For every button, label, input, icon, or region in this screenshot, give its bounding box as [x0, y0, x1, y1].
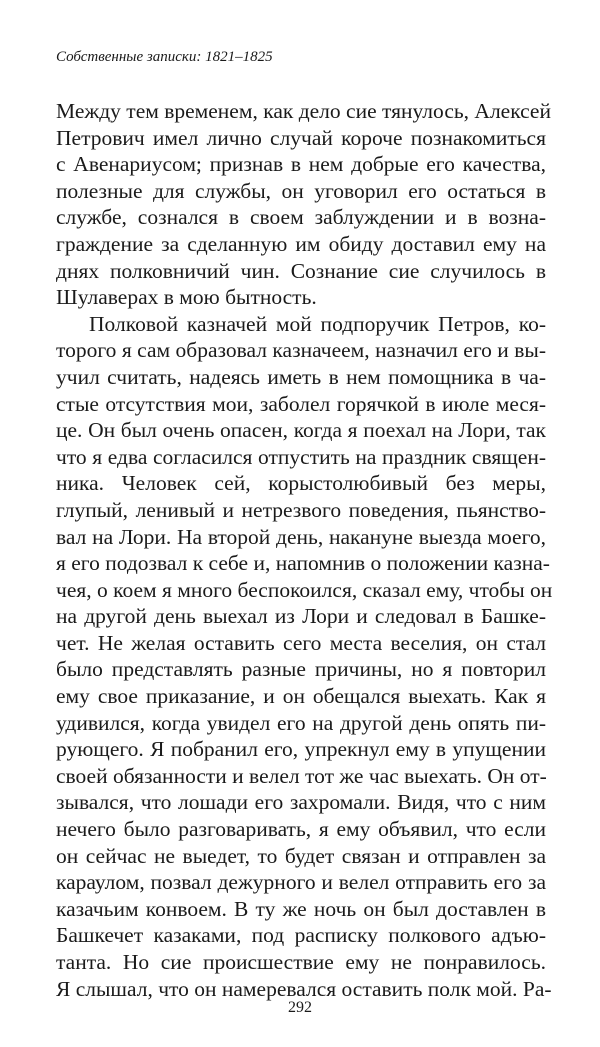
text-line: ему свое приказание, и он обещался выехать. Как я	[56, 684, 546, 709]
text-line: своей обязанности и велел тот же час выехать. Он от-	[56, 763, 547, 788]
text-line: Петрович имел лично случай короче познакомиться	[56, 125, 546, 150]
text-line: чея, о коем я много беспокоился, сказал ему, чтобы он	[56, 577, 553, 602]
text-line: глупый, ленивый и нетрезвого поведения, пьянство-	[56, 497, 546, 522]
text-line: Шулаверах в мою бытность.	[56, 285, 317, 310]
text-line: удивился, когда увидел его на другой день опять пи-	[56, 710, 546, 735]
text-line: вал на Лори. На второй день, накануне выезда моего,	[56, 524, 546, 549]
text-line: караулом, позвал дежурного и велел отправить его за	[56, 870, 546, 895]
text-line: днях полковничий чин. Сознание сие случилось в	[56, 258, 546, 283]
text-line: службе, сознался в своем заблуждении и в возна-	[56, 205, 546, 230]
text-line: це. Он был очень опасен, когда я поехал на Лори, так	[56, 418, 546, 443]
page-number: 292	[288, 999, 312, 1016]
text-line: с Авенариусом; признав в нем добрые его качества,	[56, 152, 546, 177]
text-line: на другой день выехал из Лори и следовал в Башке-	[56, 604, 546, 629]
text-line: он сейчас не выедет, то будет связан и отправлен за	[56, 843, 546, 868]
text-line: нечего было разговаривать, я ему объявил, что если	[56, 817, 546, 842]
body-text	[56, 98, 553, 1002]
text-line: было представлять разные причины, но я повторил	[56, 657, 546, 682]
text-line: зывался, что лошади его захромали. Видя, что с ним	[56, 790, 546, 815]
text-line: торого я сам образовал казначеем, назначил его и вы-	[56, 338, 546, 363]
text-line: полезные для службы, он уговорил его остаться в	[56, 178, 546, 203]
text-line: ника. Человек сей, корыстолюбивый без меры,	[56, 471, 546, 496]
text-line: казачьим конвоем. В ту же ночь он был доставлен в	[56, 896, 546, 921]
text-line: Между тем временем, как дело сие тянулось, Алексей	[56, 99, 551, 123]
text-line: танта. Но сие происшествие ему не понравилось.	[56, 950, 546, 974]
text-line: что я едва согласился отпустить на праздник священ-	[56, 444, 546, 469]
text-line: чет. Не желая оставить сего места веселия, он стал	[56, 630, 546, 655]
text-line: я его подозвал к себе и, напомнив о положении казна-	[56, 551, 550, 576]
running-head: Собственные записки: 1821–1825	[56, 49, 273, 65]
text-line: граждение за сделанную им обиду доставил ему на	[56, 231, 546, 256]
text-line: рующего. Я побранил его, упрекнул ему в упущении	[56, 737, 546, 762]
text-line: учил считать, надеясь иметь в нем помощника в ча-	[56, 364, 546, 389]
text-line: Полковой казначей мой подпоручик Петров, ко-	[89, 311, 546, 336]
text-line: стые отсутствия мои, заболел горячкой в июле меся-	[56, 391, 546, 416]
text-line: Я слышал, что он намеревался оставить полк мой. Ра-	[56, 976, 552, 1001]
text-line: Башкечет казаками, под расписку полкового адъю-	[56, 923, 546, 948]
